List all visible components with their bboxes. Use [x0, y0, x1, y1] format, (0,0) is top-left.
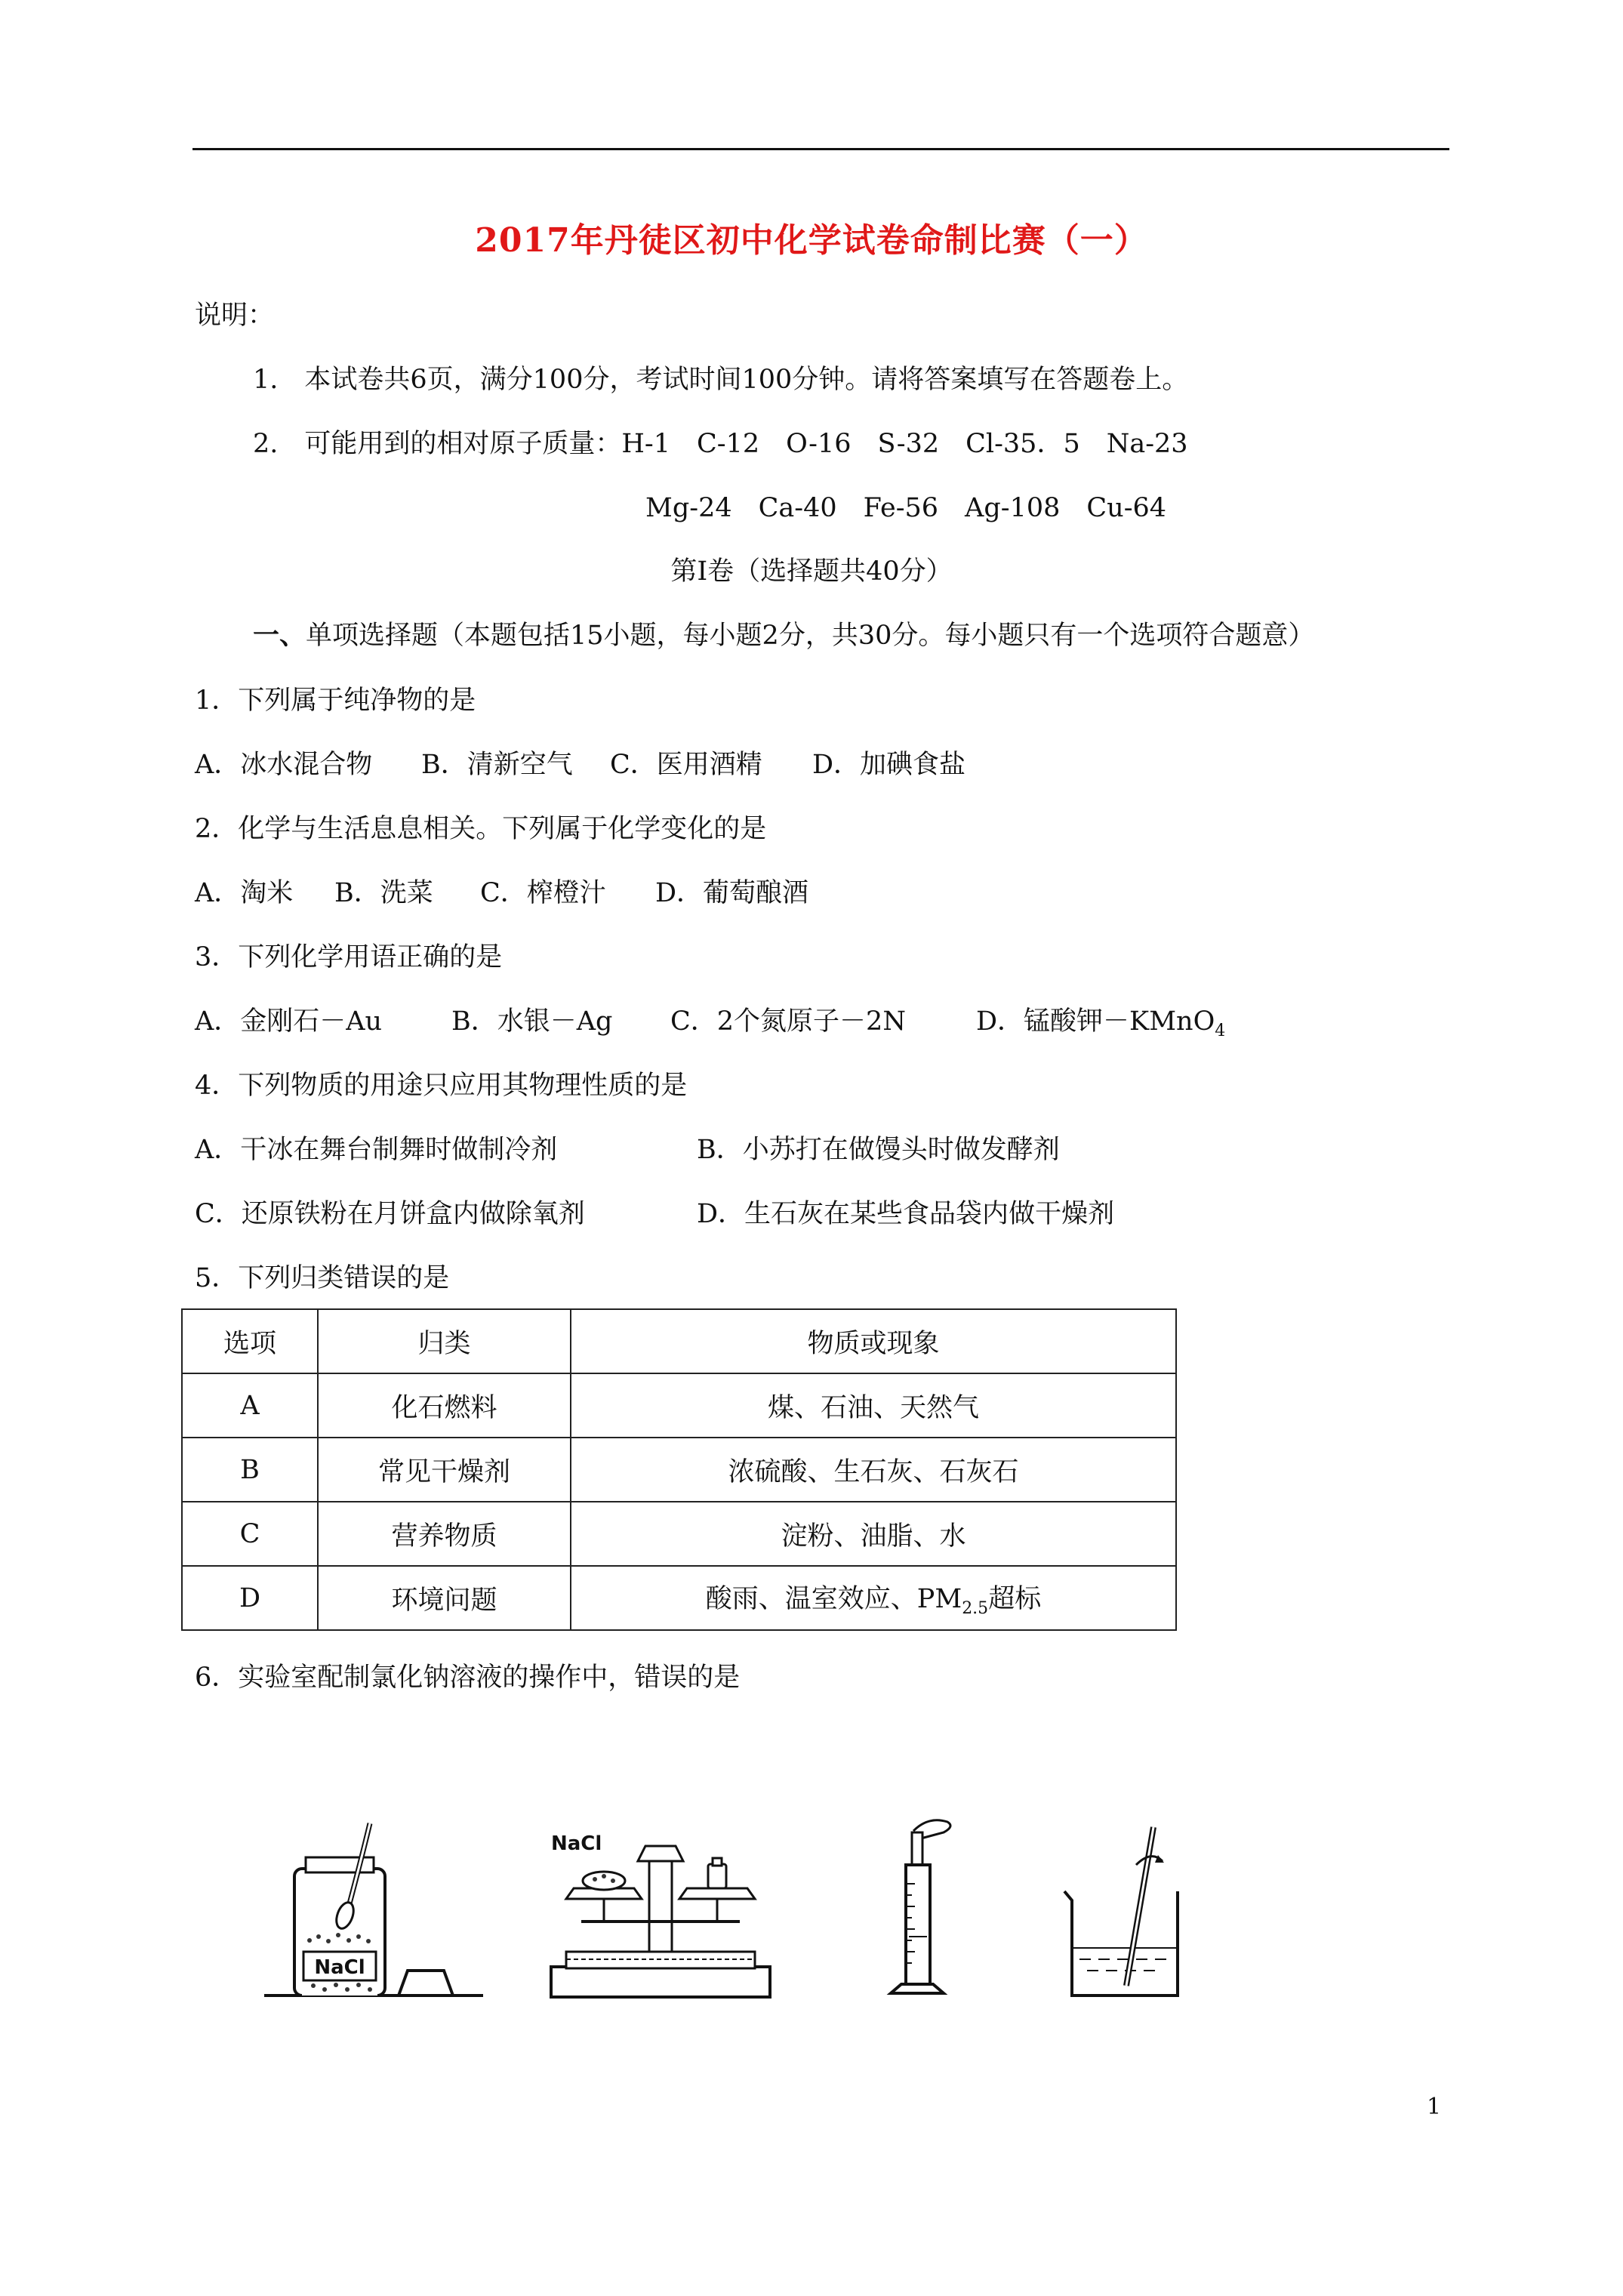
- table-row: [182, 1502, 1176, 1566]
- q3-option-d-text: D．锰酸钾－KMnO: [976, 1006, 1215, 1037]
- q4-option-d: D．生石灰在某些食品袋内做干燥剂: [697, 1199, 1115, 1229]
- q1-stem: 1．下列属于纯净物的是: [195, 686, 476, 716]
- q1-option-c: C．医用酒精: [610, 750, 762, 780]
- beaker-stirring-figure: [1057, 1816, 1208, 2005]
- q4-option-c: C．还原铁粉在月饼盒内做除氧剂: [195, 1199, 585, 1229]
- q1-option-b: B．清新空气: [421, 750, 573, 780]
- intro-item-1: 1. 本试卷共6页，满分100分，考试时间100分钟。请将答案填写在答题卷上。: [253, 365, 1189, 395]
- part1-number: 一、: [253, 620, 306, 651]
- section-title: 第Ⅰ卷（选择题共40分）: [670, 556, 953, 587]
- pm-text: 酸雨、温室效应、PM: [705, 1584, 962, 1614]
- balance-label-nacl: NaCl: [551, 1832, 602, 1855]
- q2-option-d: D．葡萄酿酒: [655, 878, 809, 908]
- table-header-cell: 物质或现象: [571, 1309, 1176, 1373]
- q3-option-d-subscript: 4: [1215, 1022, 1226, 1040]
- table-row: [182, 1438, 1176, 1502]
- exam-title: 2017年丹徒区初中化学试卷命制比赛（一）: [475, 221, 1148, 260]
- table-cell: 浓硫酸、生石灰、石灰石: [571, 1438, 1176, 1502]
- header-rule: [192, 148, 1449, 150]
- table-cell: 环境问题: [318, 1566, 571, 1630]
- part1-heading: [253, 619, 1314, 652]
- table-cell: D: [182, 1566, 318, 1630]
- q4-option-b: B．小苏打在做馒头时做发酵剂: [697, 1135, 1060, 1165]
- table-cell: [571, 1566, 1176, 1630]
- q3-option-b: B．水银－Ag: [451, 1006, 613, 1037]
- intro-heading: 说明：: [195, 300, 275, 331]
- intro-item-2: 2. 可能用到的相对原子质量：H-1 C-12 O-16 S-32 Cl-35．5 Na-23: [253, 429, 1188, 459]
- table-row: [182, 1373, 1176, 1438]
- table-cell: 煤、石油、天然气: [571, 1373, 1176, 1438]
- balance-figure: [536, 1816, 793, 2005]
- table-cell: A: [182, 1373, 318, 1438]
- q4-options-row2: [195, 1197, 1114, 1231]
- table-header-cell: 选项: [182, 1309, 318, 1373]
- page-number: 1: [1427, 2094, 1442, 2120]
- q3-option-d: [976, 1005, 1225, 1048]
- table-cell: 淀粉、油脂、水: [571, 1502, 1176, 1566]
- table-cell: 化石燃料: [318, 1373, 571, 1438]
- q3-options: [195, 1005, 1225, 1048]
- table-header-cell: 归类: [318, 1309, 571, 1373]
- table-cell: B: [182, 1438, 318, 1502]
- q1-option-d: D．加碘食盐: [812, 750, 966, 780]
- q3-option-c: C．2个氮原子－2N: [670, 1006, 906, 1037]
- table-cell: 常见干燥剂: [318, 1438, 571, 1502]
- q1-options: [195, 748, 965, 781]
- pm-subscript: 2.5: [962, 1599, 989, 1618]
- q1-option-a: A．冰水混合物: [195, 750, 373, 780]
- q6-stem: 6．实验室配制氯化钠溶液的操作中，错误的是: [195, 1663, 741, 1693]
- intro-item-2-cont: Mg-24 Ca-40 Fe-56 Ag-108 Cu-64: [645, 493, 1167, 523]
- reagent-jar-figure: [264, 1816, 506, 2005]
- q2-option-b: B．洗菜: [334, 878, 433, 908]
- graduated-cylinder-figure: [868, 1808, 974, 2005]
- pm-suffix: 超标: [988, 1584, 1042, 1614]
- table-cell: 营养物质: [318, 1502, 571, 1566]
- q2-option-a: A．淘米: [195, 878, 294, 908]
- q2-option-c: C．榨橙汁: [480, 878, 606, 908]
- q4-stem: 4．下列物质的用途只应用其物理性质的是: [195, 1071, 688, 1101]
- table-cell: C: [182, 1502, 318, 1566]
- jar-label-nacl: NaCl: [314, 1956, 365, 1979]
- q5-table: [181, 1308, 1177, 1631]
- q4-option-a: A．干冰在舞台制舞时做制冷剂: [195, 1135, 558, 1165]
- part1-text: 单项选择题（本题包括15小题，每小题2分，共30分。每小题只有一个选项符合题意）: [306, 621, 1315, 651]
- q3-option-a: A．金刚石－Au: [195, 1006, 383, 1037]
- q4-options-row1: [195, 1133, 1060, 1166]
- q5-stem: 5．下列归类错误的是: [195, 1263, 450, 1293]
- q3-stem: 3．下列化学用语正确的是: [195, 942, 503, 972]
- table-header-row: [182, 1309, 1176, 1373]
- q2-stem: 2．化学与生活息息相关。下列属于化学变化的是: [195, 814, 767, 844]
- table-row: [182, 1566, 1176, 1630]
- q2-options: [195, 877, 808, 910]
